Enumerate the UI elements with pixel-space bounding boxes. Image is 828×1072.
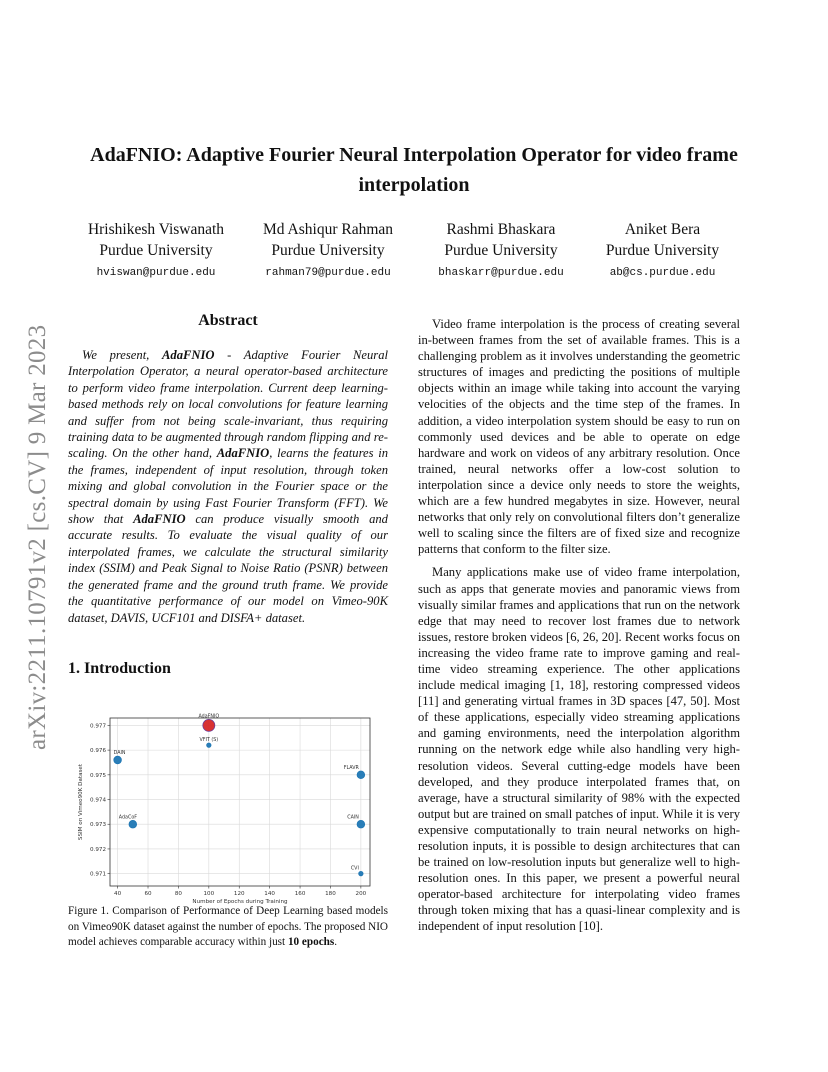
- paper-title: AdaFNIO: Adaptive Fourier Neural Interpolation Operator for video frame interpolation: [90, 144, 738, 196]
- author-email: hviswan@purdue.edu: [96, 267, 216, 279]
- y-tick-label: 0.976: [89, 748, 106, 755]
- author-name: Rashmi Bhaskara: [446, 221, 556, 238]
- data-point: [357, 820, 365, 828]
- author-email: rahman79@purdue.edu: [265, 267, 391, 279]
- x-tick-label: 40: [114, 891, 122, 897]
- data-point: [207, 743, 211, 747]
- data-point: [114, 756, 122, 764]
- author-email: bhaskarr@purdue.edu: [438, 267, 564, 279]
- x-tick-label: 60: [144, 891, 152, 897]
- y-tick-label: 0.973: [89, 822, 106, 829]
- data-point-label: AdaCoF: [118, 815, 138, 821]
- arxiv-identifier: arXiv:2211.10791v2 [cs.CV] 9 Mar 2023: [24, 324, 51, 750]
- author-name: Hrishikesh Viswanath: [87, 221, 225, 238]
- x-tick-label: 180: [325, 891, 336, 897]
- data-point-label: DAIN: [113, 751, 126, 757]
- author-affiliation: Purdue University: [99, 242, 213, 259]
- caption-emphasis: 10 epochs: [287, 936, 335, 948]
- chart-frame: [110, 718, 370, 886]
- chart-labels: [114, 713, 360, 871]
- x-tick-label: 120: [233, 891, 245, 897]
- data-point: [129, 820, 137, 828]
- author-block: [590, 219, 735, 283]
- section-heading: 1. Introduction: [68, 660, 171, 677]
- x-tick-label: 200: [355, 891, 367, 897]
- introduction-body: [418, 316, 740, 942]
- data-point: [359, 871, 363, 875]
- data-point-label: CAIN: [347, 815, 359, 821]
- x-axis-label: Number of Epochs during Training: [192, 899, 288, 905]
- method-name-emphasis: AdaFNIO: [162, 348, 215, 362]
- author-block: [248, 219, 408, 283]
- author-name: Aniket Bera: [624, 221, 701, 238]
- method-name-emphasis: AdaFNIO: [133, 512, 186, 527]
- author-affiliation: Purdue University: [271, 242, 385, 259]
- y-tick-label: 0.977: [89, 723, 106, 730]
- abstract-text: We present, AdaFNIO - Adaptive Fourier Neural Interpolation Operator, a neural operator-based architecture to perform video frame interpolation. Current deep learning-based methods rely on local convolutions for feature learning and suffer from not being scale-invariant, thus requiring training data to be augmented through random flipping and re-scaling. On the other hand, AdaFNIO, learns the features in the frames, independent of input resolution, through token mixing and global convolution in the Fourier space or the spectral domain by using Fast Fourier Transform (FFT). We show that AdaFNIO can produce visually smooth and accurate results. To evaluate the visual quality of our interpolated frames, we calculate the structural similarity index (SSIM) and Peak Signal to Noise Ratio (PSNR) between the generated frame and the ground truth frame. We provide the quantitative performance of our model on Vimeo-90K dataset, DAVIS, UCF101 and DISFA+ dataset.: [68, 348, 388, 625]
- figure-1-scatter-chart: [74, 710, 384, 906]
- author-block: [72, 219, 240, 283]
- data-point-label: FLAVR: [343, 766, 359, 772]
- y-axis-label: SSIM on Vimeo90K Dataset: [78, 763, 84, 841]
- x-tick-label: 140: [264, 891, 275, 897]
- y-tick-label: 0.972: [89, 846, 106, 853]
- data-point-label: CVI: [350, 866, 359, 872]
- method-name-emphasis: AdaFNIO: [216, 446, 270, 461]
- figure-caption: Figure 1. Comparison of Performance of Deep Learning based models on Vimeo90K dataset against the number of epochs. The proposed NIO model achieves comparable accuracy within just 10 epochs.: [68, 905, 388, 948]
- data-point: [203, 719, 215, 731]
- abstract-heading: Abstract: [198, 312, 258, 329]
- x-tick-label: 80: [174, 891, 182, 897]
- chart-grid: [110, 718, 370, 886]
- y-tick-label: 0.975: [89, 772, 106, 779]
- data-point-label: AdaFNIO: [198, 714, 220, 720]
- author-affiliation: Purdue University: [605, 242, 720, 259]
- author-affiliation: Purdue University: [444, 242, 558, 259]
- y-tick-label: 0.971: [89, 871, 106, 878]
- author-email: ab@cs.purdue.edu: [609, 267, 716, 279]
- y-tick-label: 0.974: [89, 797, 106, 804]
- chart-ticks: [90, 723, 367, 897]
- x-tick-label: 160: [294, 891, 306, 897]
- x-tick-label: 100: [203, 891, 215, 897]
- author-name: Md Ashiqur Rahman: [262, 221, 394, 238]
- intro-paragraph: Video frame interpolation is the process of creating several in-between frames from the set of available frames. This is a challenging problem as it involves understanding the geometric structures of images and predicting the positions of multiple objects within an image while taking into account the varying velocities of the objects and the time step of the frames. In addition, a video interpolation system should be easy to run on commonly used devices and be able to operate on edge hardware and work on videos of any arbitrary resolution. Once trained, neural networks offer a low-cost solution to interpolation since a device only needs to store the weights, which are a few hundred megabytes in size. However, neural networks that only rely on convolutional filters don’t generalize well to scaling since the filters are of fixed size and recognize patterns that conform to the filter size.: [418, 317, 740, 557]
- data-point-label: VFIT (S): [199, 737, 219, 743]
- intro-paragraph: Many applications make use of video frame interpolation, such as apps that generate movies and panoramic views from visually similar frames and applications that run on the network edge that may need to recover lost frames due to network issues, restore broken videos [6, 26, 20]. Recent works focus on increasing the video frame rate to improve gaming and real-time video streaming experience. The other applications include medical imaging [1, 18], restoring compressed videos [11] and generating virtual frames in 3D spaces [47, 50]. Most of these applications, especially video streaming applications and gaming environments, need the interpolation algorithm running on the network edge while also handling very high-resolution videos. Several cutting-edge models have been developed, and they produce interpolated frames that, on average, have a structural similarity of 98% with the expected output but are trained on small patches of input. While it is very expensive computationally to train neural networks on high-resolution inputs, it is possible to design architectures that can be trained on low-resolution inputs but generalize well to high-resolution ones. In this paper, we present a powerful neural operator-based architecture for interpolating video frames through token mixing that has a quasi-linear complexity and is independent of input resolution [10].: [418, 565, 740, 934]
- data-point: [357, 771, 365, 779]
- author-block: [426, 219, 576, 283]
